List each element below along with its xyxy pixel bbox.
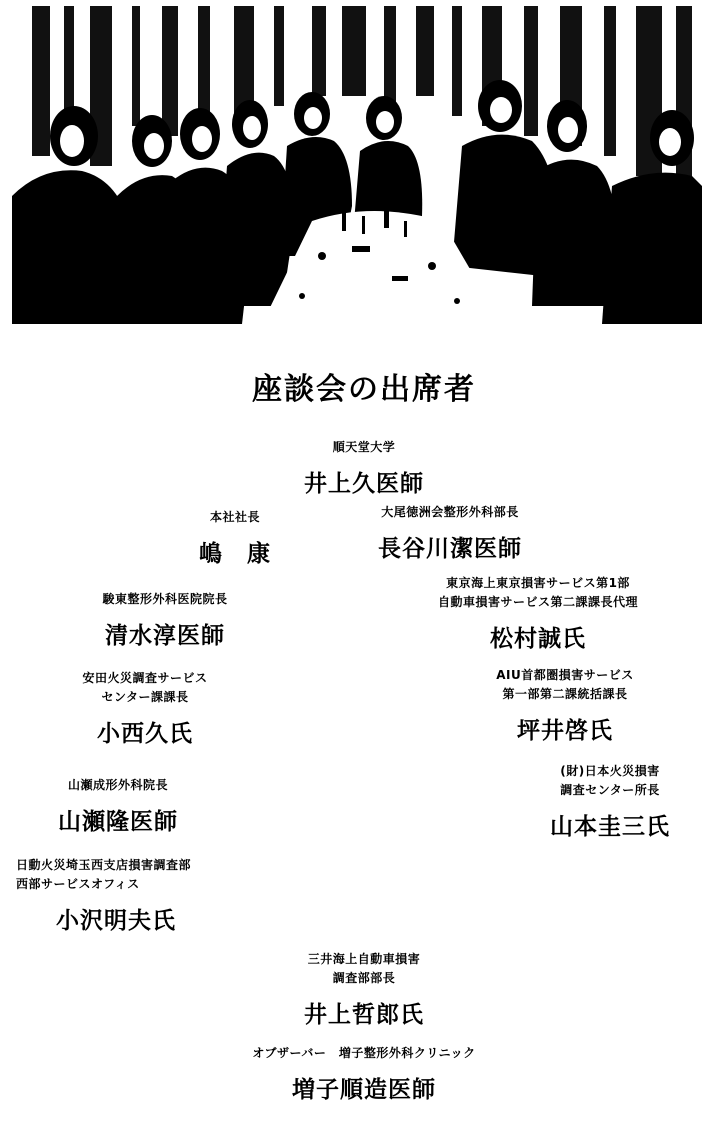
attendee-affiliation: オブザーバー 増子整形外科クリニック [252,1046,476,1060]
attendee-name: 長谷川潔医師 [378,535,522,562]
attendee-name: 井上哲郎氏 [304,1001,424,1028]
attendee-affiliation: AIU首都圏損害サービス [496,668,634,682]
attendee-entry [150,508,320,568]
attendee-affiliation: 安田火災調査サービス [82,671,208,685]
attendee-name: 井上久医師 [304,470,424,497]
attendee-affiliation: 調査センター所長 [560,783,660,797]
attendee-affiliation: 自動車損害サービス第二課課長代理 [437,595,638,609]
attendee-affiliation: 駿東整形外科医院院長 [102,592,228,606]
attendee-affiliation: 大尾徳洲会整形外科部長 [381,505,519,519]
attendee-entry [388,574,688,653]
attendee-affiliation: 順天堂大学 [332,440,396,454]
attendee-affiliation: 第一部第二課統括課長 [502,687,628,701]
attendee-entry [520,762,700,841]
attendee-affiliation: センター課課長 [101,690,189,704]
attendee-affiliation: 本社社長 [209,510,260,524]
attendee-name: 増子順造医師 [292,1076,436,1103]
attendee-entry [264,950,464,1029]
attendee-entry [264,438,464,498]
attendee-name: 坪井啓氏 [517,717,613,744]
attendee-entry [28,776,208,836]
attendee-entry [180,1044,548,1104]
attendee-name: 嶋 康 [199,540,271,567]
attendee-name: 小沢明夫氏 [56,907,176,934]
attendee-entry [16,856,276,935]
attendee-affiliation: 調査部部長 [332,971,396,985]
attendee-entry [60,590,270,650]
attendee-affiliation: 西部サービスオフィス [16,877,140,891]
attendee-affiliation: 三井海上自動車損害 [307,952,421,966]
attendee-entry [455,666,675,745]
attendee-entry [50,669,240,748]
attendee-affiliation: 日動火災埼玉西支店損害調査部 [16,858,192,872]
attendee-name: 清水淳医師 [105,622,225,649]
attendee-affiliation: 東京海上東京損害サービス第1部 [446,576,630,590]
attendee-name: 山瀬隆医師 [58,808,178,835]
attendee-affiliation: 山瀬成形外科院長 [67,778,168,792]
attendee-name: 松村誠氏 [490,625,586,652]
attendee-affiliation: (財)日本火災損害 [560,764,660,778]
attendee-name: 小西久氏 [97,720,193,747]
attendee-name: 山本圭三氏 [550,813,670,840]
page-title: 座談会の出席者 [252,372,476,407]
group-photo [12,6,702,324]
attendee-entry [340,503,560,563]
